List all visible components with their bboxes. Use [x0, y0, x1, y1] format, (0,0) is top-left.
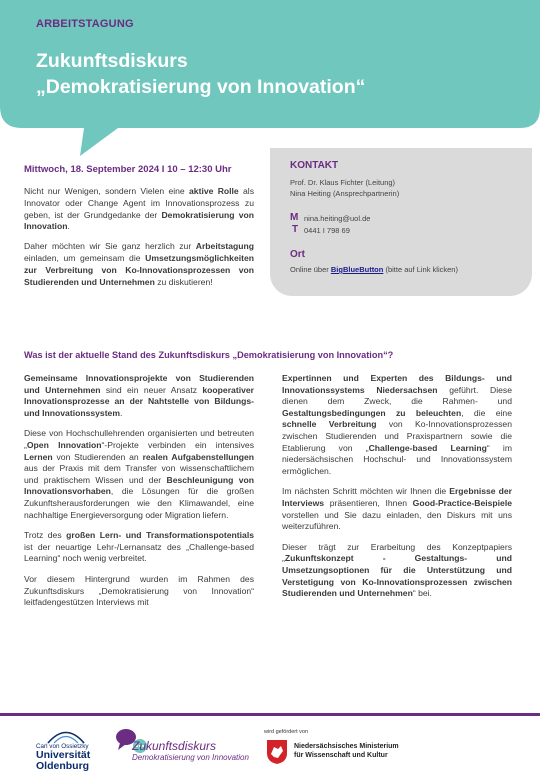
event-date: Mittwoch, 18. September 2024 I 10 – 12:30 Uhr [24, 164, 232, 175]
left-paragraph-4: Vor diesem Hintergrund wurden im Rahmen des Zukunftsdiskurs „Demokratisierung von Innovation“ leitfadengestützen Interviews mit [24, 573, 254, 608]
title-line-2: „Demokratisierung von Innovation“ [36, 76, 366, 98]
left-paragraph-2: Diese von Hochschullehrenden organisierten und betreuten „Open Innovation“-Projekte verbinden ein intensives Lernen von Studierenden an realen Aufgabenstellungen aus der Praxis mit dem Transfer von wissenschaftlichem und praktischem Wissen und der Beschleunigung von Innovationsvorhaben, die Lösungen für die großen Zukunftsherausforderungen wie den Klimawandel, eine nachhaltige Energieversorgung oder Migration liefern. [24, 428, 254, 520]
left-paragraph-1: Gemeinsame Innovationsprojekte von Studierenden und Unternehmen sind ein neuer Ansatz kooperativer Innovationsprozesse an der Nahtstelle von Bildungs- und Innovationssystem. [24, 373, 254, 418]
title-line-1: Zukunftsdiskurs [36, 50, 188, 72]
mail-label: M [290, 212, 299, 223]
event-type-label: ARBEITSTAGUNG [36, 18, 134, 30]
university-logo [36, 726, 116, 772]
left-column [24, 373, 254, 618]
zukunftsdiskurs-logo-title: Zukunftsdiskurs [132, 739, 217, 753]
contact-person-1: Prof. Dr. Klaus Fichter (Leitung) [290, 178, 396, 187]
intro-text [24, 186, 254, 296]
right-column [282, 373, 512, 609]
university-name-line-3: Oldenburg [36, 760, 90, 772]
university-logo-arc-icon [46, 726, 86, 744]
left-paragraph-3: Trotz des großen Lern- und Transformationspotentials ist der neuartige Lehr-/Lernansatz des „Challenge-based Learning“ noch wenig verbreitet. [24, 530, 254, 564]
ministry-name-line-1: Niedersächsisches Ministerium [294, 743, 399, 750]
phone-label: T [292, 224, 299, 235]
header-banner [0, 0, 540, 158]
funding-block [264, 729, 504, 759]
contact-person-2: Nina Heiting (Ansprechpartnerin) [290, 189, 400, 198]
university-name-line-2: Universität [36, 749, 91, 761]
page-title [36, 48, 516, 100]
zukunftsdiskurs-logo-subtitle: Demokratisierung von Innovation [132, 753, 249, 762]
location-prefix: Online über [290, 265, 331, 274]
contact-phone: 0441 I 798 69 [304, 226, 350, 235]
contact-email[interactable]: nina.heiting@uol.de [304, 214, 371, 223]
contact-box [270, 148, 532, 296]
ministry-name [294, 743, 399, 760]
lower-saxony-crest-icon [266, 739, 288, 765]
footer [0, 716, 540, 780]
location-title: Ort [290, 249, 305, 260]
location-text [290, 265, 530, 274]
funding-label: wird gefördert von [264, 729, 309, 735]
ministry-name-line-2: für Wissenschaft und Kultur [294, 751, 388, 759]
right-paragraph-3: Dieser trägt zur Erarbeitung des Konzeptpapiers „Zukunftskonzept - Gestaltungs- und Umsetzungsoptionen für die Unterstützung und Verstetigung von Ko-Innovationsprozessen zwischen Studierenden und Unternehmen“ bei. [282, 541, 512, 599]
intro-paragraph-1: Nicht nur Wenigen, sondern Vielen eine aktive Rolle als Innovator oder Change Agent im Innovationsprozess zu geben, ist der Grundgedanke der Demokratisierung von Innovation. [24, 186, 255, 232]
section-heading: Was ist der aktuelle Stand des Zukunftsdiskurs „Demokratisierung von Innovation“? [24, 350, 394, 360]
university-name-line-1: Carl von Ossietzky [36, 743, 89, 750]
right-paragraph-1: Expertinnen und Experten des Bildungs- und Innovationssystems Niedersachsen geführt. Diese dienen dem Zweck, die Rahmen- und Gestaltungsbedingungen zu beleuchten, die eine schnelle Verbreitung von Ko-Innovationsprozessen zwischen Studierenden und Praxispartnern sowie die Etablierung von „Challenge-based Learning“ im niedersächsischen Hochschul- und Innovationssystem ermöglichen. [282, 373, 513, 476]
right-paragraph-2: Im nächsten Schritt möchten wir Ihnen die Ergebnisse der Interviews präsentieren, Ihnen Good-Practice-Beispiele vorstellen und Sie dazu einladen, den Diskurs mit uns weiterzuführen. [282, 486, 512, 532]
intro-paragraph-2: Daher möchten wir Sie ganz herzlich zur Arbeitstagung einladen, um gemeinsam die Umsetzungsmöglichkeiten zur Verbreitung von Ko-Innovationsprozessen von Studierenden und Unternehmen zu diskutieren! [24, 241, 254, 287]
bigbluebutton-link[interactable]: BigBlueButton [330, 265, 384, 274]
location-suffix: (bitte auf Link klicken) [383, 265, 458, 274]
contact-title: KONTAKT [290, 160, 339, 171]
